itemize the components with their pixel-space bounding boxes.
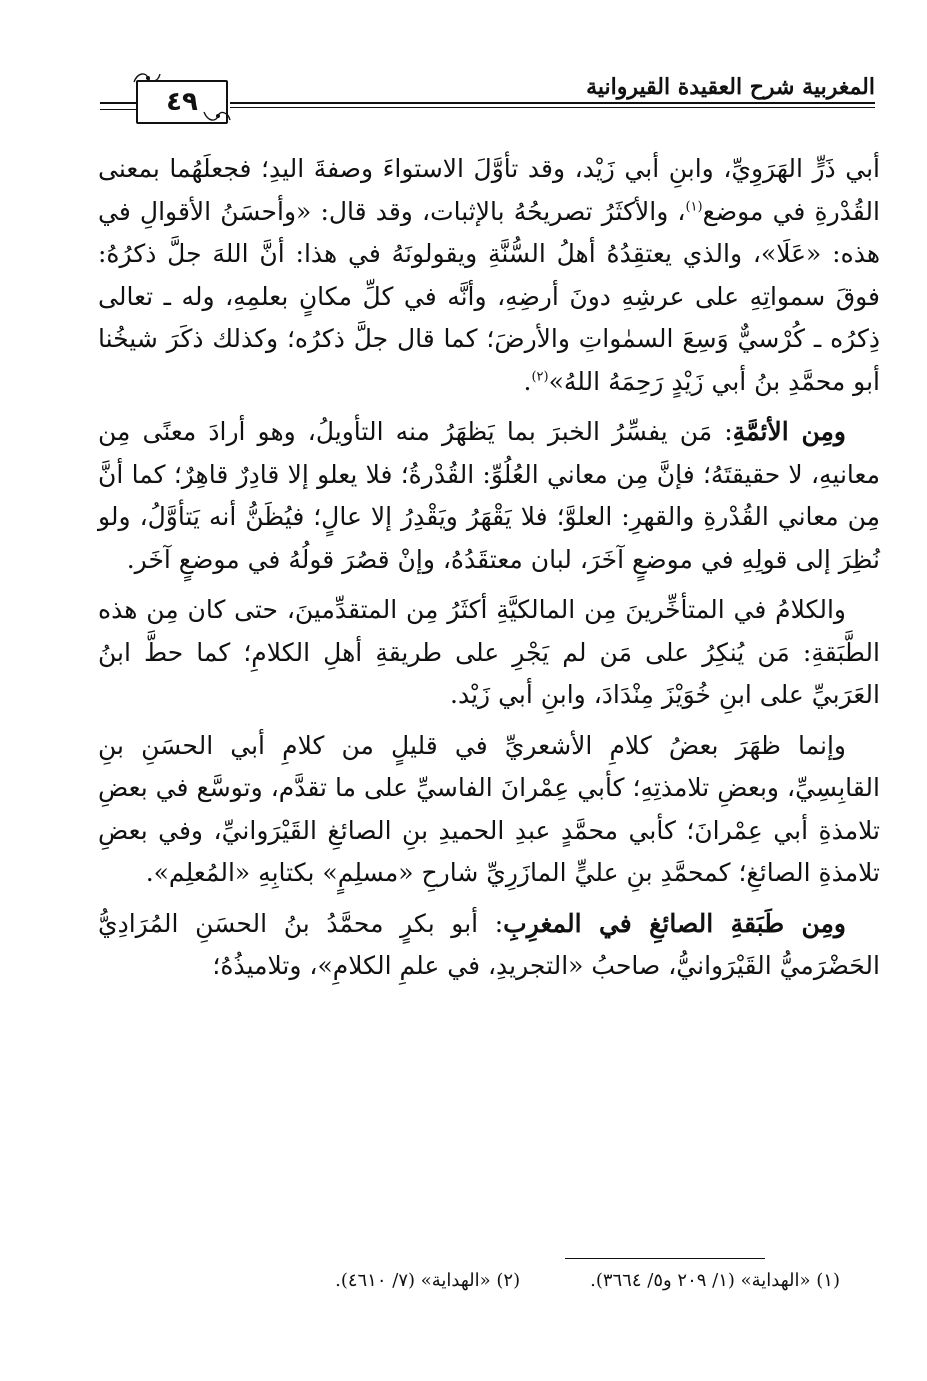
flourish-ornament-icon: [202, 108, 232, 128]
paragraph-lead: ومِن الأئمَّةِ: [732, 417, 847, 446]
page-header: [100, 70, 875, 130]
header-rule-thin: [230, 107, 875, 108]
footnote-marker: (١): [685, 199, 703, 215]
footnote-marker: (٢): [531, 369, 549, 385]
footnote-separator: [565, 1258, 765, 1259]
paragraph-text: : أبو بكرٍ محمَّدُ بنُ الحسَنِ المُرَادِيُّ الحَضْرَميُّ القَيْرَوانيُّ، صاحبُ «التجريدِ، في علمِ الكلامِ»، وتلاميذُهُ؛: [98, 908, 880, 980]
paragraph: والكلامُ في المتأخِّرينَ مِن المالكيَّةِ أكثَرُ مِن المتقدِّمينَ، حتى كان مِن هذه الطَّبَقةِ: مَن يُنكِرُ على مَن لم يَجْرِ على طريقةِ أهلِ الكلامِ؛ كما حطَّ ابنُ العَرَبيِّ على ابنِ خُوَيْزَ مِنْدَادَ، وابنِ أبي زَيْد.: [98, 595, 880, 709]
running-title: المغربية شرح العقيدة القيروانية: [586, 74, 875, 100]
footnote: (١) «الهداية» (١/ ٢٠٩ و٥/ ٣٦٦٤).: [590, 1270, 840, 1291]
page-number: ٤٩: [166, 87, 198, 117]
header-left-rule: [100, 102, 136, 110]
paragraph: [98, 148, 880, 403]
paragraph-end: .: [523, 366, 532, 396]
header-rule: [230, 102, 875, 104]
paragraph: وإنما ظهَرَ بعضُ كلامِ الأشعريِّ في قليلٍ من كلامِ أبي الحسَنِ بنِ القابِسِيِّ، وبعضِ تلامذتِهِ؛ كأبي عِمْرانَ الفاسيِّ على ما تقدَّم، وتوسَّع في بعضِ تلامذةِ أبي عِمْرانَ؛ كأبي محمَّدٍ عبدِ الحميدِ بنِ الصائغِ القَيْرَوانيِّ، وفي بعضِ تلامذةِ الصائغِ؛ كمحمَّدِ بنِ عليٍّ المازَرِيِّ شارحِ «مسلِمٍ» بكتابِهِ «المُعلِم».: [98, 730, 880, 887]
paragraph: [98, 903, 880, 988]
footnote: (٢) «الهداية» (٧/ ٤٦١٠).: [335, 1270, 521, 1291]
paragraph: [98, 411, 880, 581]
main-text: [98, 148, 880, 996]
footnotes: [180, 1270, 840, 1291]
paragraph-lead: ومِن طَبَقةِ الصائغِ في المغرِبِ: [503, 908, 846, 938]
paragraph-text: : مَن يفسِّرُ الخبرَ بما يَظهَرُ منه التأويلُ، وهو أرادَ معنًى مِن معانيهِ، لا حقيقتَهُ؛ فإنَّ مِن معاني العُلُوِّ: القُدْرةُ؛ فلا يعلو إلا قادِرٌ قاهِرٌ؛ كما أنَّ مِن معاني القُدْرةِ والقهرِ: العلوَّ؛ فلا يَقْهَرُ ويَقْدِرُ إلا عالٍ؛ فيُظَنُّ أنه يَتأوَّلُ، ولو نُظِرَ إلى قولِهِ في موضعٍ آخَرَ، لبان معتقَدُهُ، وإنْ قصُرَ قولُهُ في موضعٍ آخَر.: [98, 417, 880, 574]
paragraph-text: أبي ذَرٍّ الهَرَوِيِّ، وابنِ أبي زَيْد، وقد تأوَّلَ الاستواءَ وصفةَ اليدِ؛ فجعلَهُما بمعنى القُدْرةِ في موضع: [98, 154, 880, 226]
paragraph-text: ، والأكثَرُ تصريحُهُ بالإثبات، وقد قال: «وأحسَنُ الأقوالِ في هذه: «عَلَا»، والذي يعتقِدُهُ أهلُ السُّنَّةِ ويقولونَهُ في هذا: أنَّ اللهَ جلَّ ذكرُهُ: فوقَ سمواتِهِ على عرشِهِ دونَ أرضِهِ، وأنَّه في كلِّ مكانٍ بعلمِهِ، وله ـ تعالى ذِكرُه ـ كُرْسيٌّ وَسِعَ السمٰواتِ والأرضَ؛ كما قال جلَّ ذكرُه؛ وكذلك ذكَرَ شيخُنا أبو محمَّدِ بنُ أبي زَيْدٍ رَحِمَهُ اللهُ»: [98, 196, 880, 396]
